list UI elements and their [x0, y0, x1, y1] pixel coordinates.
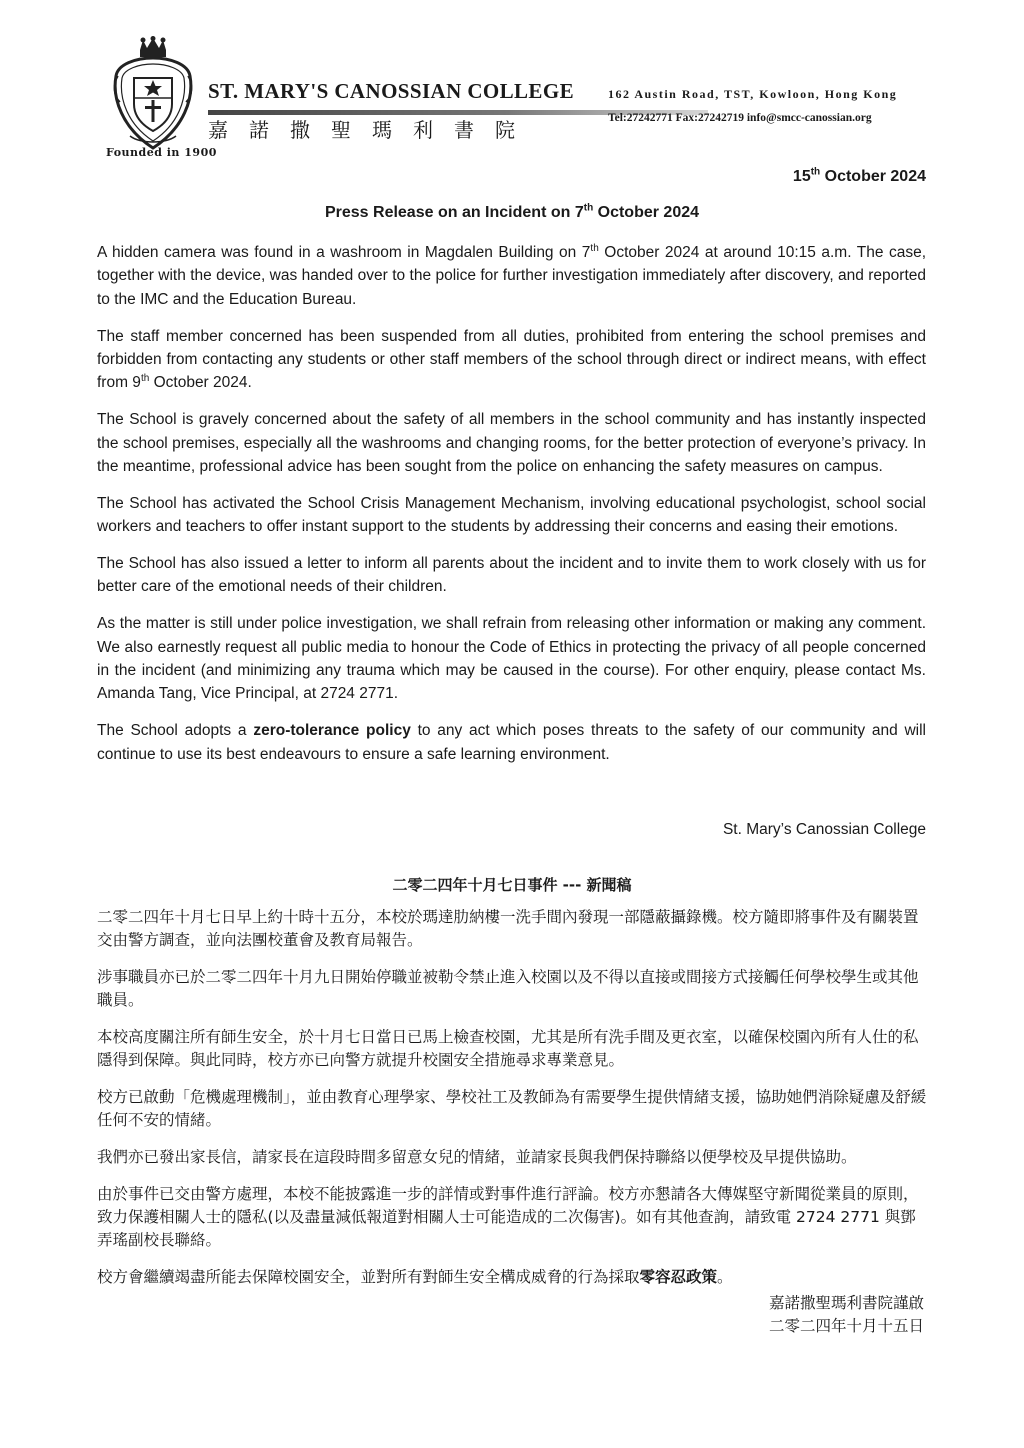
- school-crest-icon: [110, 36, 196, 154]
- paragraph-en-3: The School is gravely concerned about the safety of all members in the school community and has instantly inspected the school premises, especially all the washrooms and changing rooms, for the better protection of everyone’s privacy. In the meantime, professional advice has been sought from the police on enhancing the safety measures on campus.: [97, 411, 926, 476]
- zero-tolerance-emphasis: zero-tolerance policy: [253, 722, 411, 740]
- paragraph-en-4: The School has activated the School Crisis Management Mechanism, involving educational psychologist, school social workers and teachers to offer instant support to the students by addressing their concerns and easing their emotions.: [97, 494, 926, 536]
- paragraph-en-1: A hidden camera was found in a washroom in Magdalen Building on 7th October 2024 at around 10:15 a.m. The case, together with the device, was handed over to the police for further investigation immediately after discovery, and reported to the IMC and the Education Bureau.: [97, 242, 926, 308]
- release-body-zh: [97, 906, 929, 1303]
- paragraph-en-2: The staff member concerned has been suspended from all duties, prohibited from entering the school premises and forbidden from contacting any students or other staff members of the school through direct or indirect means, with effect from 9th October 2024.: [97, 327, 926, 392]
- school-name-zh: 嘉諾撒聖瑪利書院: [208, 118, 536, 142]
- paragraph-zh-6: 由於事件已交由警方處理，本校不能披露進一步的詳情或對事件進行評論。校方亦懇請各大傳媒堅守新聞從業員的原則， 致力保護相關人士的隱私(以及盡量減低報道對相關人士可能造成的二次傷害)。如有其他查詢，請致電 2724 2771 與鄧弄瑤副校長聯絡。: [97, 1185, 919, 1249]
- school-address: 162 Austin Road, TST, Kowloon, Hong Kong: [608, 87, 898, 101]
- signature-zh-name: 嘉諾撒聖瑪利書院謹啟: [768, 1294, 924, 1312]
- school-contact: Tel:27242771 Fax:27242719 info@smcc-canossian.org: [608, 112, 872, 124]
- release-date: 15th October 2024: [792, 166, 926, 185]
- zero-tolerance-emphasis-zh: 零容忍政策: [639, 1268, 718, 1286]
- signature-zh: [769, 1292, 924, 1338]
- paragraph-en-7: The School adopts a zero-tolerance policy to any act which poses threats to the safety of our community and will continue to use its best endeavours to ensure a safe learning environment.: [97, 722, 926, 763]
- release-body-en: [97, 241, 926, 779]
- paragraph-zh-3: 本校高度關注所有師生安全，於十月七日當日已馬上檢查校園，尤其是所有洗手間及更衣室，以確保校園內所有人仕的私隱得到保障。與此同時，校方亦已向警方就提升校園安全措施尋求專業意見。: [97, 1028, 919, 1069]
- paragraph-zh-2: 涉事職員亦已於二零二四年十月九日開始停職並被勒令禁止進入校園以及不得以直接或間接方式接觸任何學校學生或其他職員。: [97, 968, 919, 1009]
- paragraph-en-6: As the matter is still under police investigation, we shall refrain from releasing other information or making any comment. We also earnestly request all public media to honour the Code of Ethics in protecting the privacy of all people concerned in the incident (and minimizing any trauma which may be caused in the course). For other enquiry, please contact Ms. Amanda Tang, Vice Principal, at 2724 2771.: [97, 615, 926, 703]
- release-title-en: Press Release on an Incident on 7th October 2024: [324, 202, 700, 221]
- letterhead: [98, 28, 928, 168]
- paragraph-en-5: The School has also issued a letter to inform all parents about the incident and to invite them to work closely with us for better care of the emotional needs of their children.: [97, 555, 926, 596]
- paragraph-zh-1: 二零二四年十月七日早上約十時十五分，本校於瑪達肋納樓一洗手間內發現一部隱蔽攝錄機。校方隨即將事件及有關裝置交由警方調查，並向法團校董會及教育局報告。: [97, 908, 919, 949]
- school-name-en: ST. MARY'S CANOSSIAN COLLEGE: [208, 79, 574, 103]
- paragraph-zh-4: 校方已啟動「危機處理機制」，並由教育心理學家、學校社工及教師為有需要學生提供情緒支援，協助她們消除疑慮及舒緩任何不安的情緒。: [97, 1088, 927, 1129]
- paragraph-zh-5: 我們亦已發出家長信，請家長在這段時間多留意女兒的情緒，並請家長與我們保持聯絡以便學校及早提供協助。: [97, 1148, 857, 1166]
- founded-text: Founded in 1900: [106, 146, 217, 159]
- signature-zh-date: 二零二四年十月十五日: [768, 1317, 924, 1335]
- release-title-zh: 二零二四年十月七日事件 --- 新聞稿: [392, 876, 632, 894]
- signature-en: St. Mary’s Canossian College: [722, 821, 926, 838]
- paragraph-zh-7: 校方會繼續竭盡所能去保障校園安全，並對所有對師生安全構成威脅的行為採取零容忍政策。: [97, 1268, 733, 1286]
